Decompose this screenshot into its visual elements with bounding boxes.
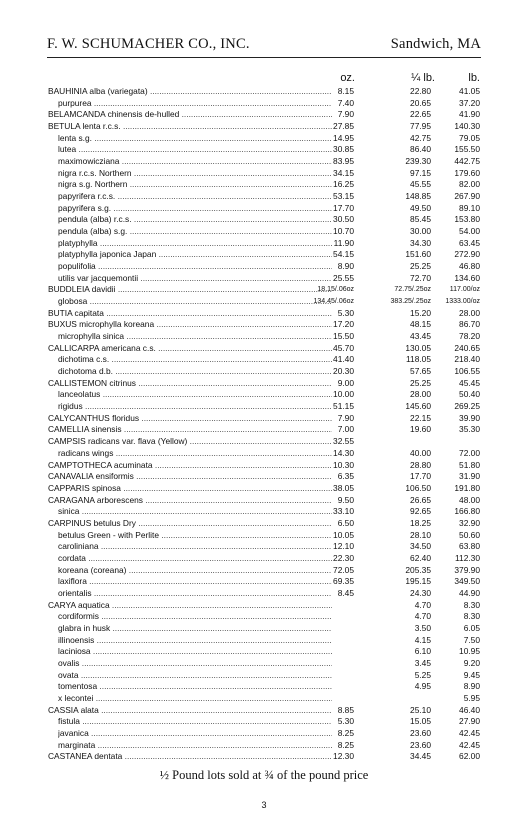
price-oz: 14.30 [333,447,354,458]
price-lb: 89.10 [459,202,480,213]
price-quarter-lb: 49.50 [410,202,431,213]
table-row [0,460,528,472]
table-row [0,331,528,343]
table-row [0,191,528,203]
price-quarter-lb: 4.15 [414,634,431,645]
price-oz: 8.45 [337,587,354,598]
price-oz: 33.10 [333,506,354,517]
price-lb: 112.30 [455,552,480,563]
price-quarter-lb: 77.95 [410,121,431,132]
column-header-quarter-lb: ¼ lb. [411,72,435,84]
plant-name: CARYA aquatica ..... [48,600,332,612]
table-row [0,144,528,156]
table-row [0,681,528,693]
price-quarter-lb: 106.50 [405,482,431,493]
price-oz: 12.10 [333,541,354,552]
plant-name: CASTANEA dentata ..... [48,751,332,763]
price-lb: 349.50 [454,576,480,587]
price-quarter-lb: 15.05 [410,716,431,727]
price-lb: 50.40 [459,389,480,400]
price-oz: 10.05 [333,529,354,540]
table-row [0,168,528,180]
plant-name: populifolia ..... [58,261,332,273]
table-row [0,646,528,658]
price-quarter-lb: 22.80 [410,86,431,96]
plant-name: microphylla sinica ..... [58,331,332,343]
price-quarter-lb: 45.55 [410,179,431,190]
price-quarter-lb: 40.00 [410,447,431,458]
price-lb: 9.45 [463,669,480,680]
price-lb: 240.65 [454,342,480,353]
table-row [0,214,528,226]
price-lb: 86.70 [459,319,480,330]
plant-name: maximowicziana ..... [58,156,332,168]
price-lb: 46.80 [459,261,480,272]
table-row [0,133,528,145]
price-quarter-lb: 42.75 [410,132,431,143]
plant-name: sinica ..... [58,506,332,518]
table-row [0,471,528,483]
table-row [0,238,528,250]
price-lb: 218.40 [454,354,480,365]
plant-name: fistula ..... [58,716,332,728]
price-lb: 50.60 [459,529,480,540]
plant-name: purpurea ..... [58,98,332,110]
price-quarter-lb: 118.05 [406,354,431,365]
plant-name: cordiformis ..... [58,611,332,623]
price-oz: 8.15 [337,86,354,96]
plant-name: BUDDLEIA davidii ..... [48,284,332,296]
price-lb: 42.45 [459,727,480,738]
price-lb: 106.55 [454,366,480,377]
price-lb: 51.80 [459,459,480,470]
plant-name: cordata ..... [58,553,332,565]
column-header-lb: lb. [468,72,480,84]
price-quarter-lb: 239.30 [405,156,431,167]
price-oz: 10.30 [333,459,354,470]
table-row [0,121,528,133]
price-quarter-lb: 25.10 [410,704,431,715]
price-oz: 7.90 [337,109,354,120]
plant-name: BELAMCANDA chinensis de-hulled ..... [48,109,332,121]
table-row [0,308,528,320]
price-lb: 35.30 [459,424,480,435]
table-row [0,98,528,110]
plant-name: CALLISTEMON citrinus ..... [48,378,332,390]
price-quarter-lb: 34.50 [410,541,431,552]
price-quarter-lb: 18.25 [410,517,431,528]
plant-name: marginata ..... [58,740,332,752]
table-row [0,541,528,553]
table-row [0,319,528,331]
price-oz: 8.90 [337,261,354,272]
plant-name: globosa ..... [58,296,332,308]
table-row [0,226,528,238]
price-lb: 41.05 [459,86,480,96]
plant-name: nigra r.c.s. Northern ..... [58,168,332,180]
price-lb: 63.45 [459,237,480,248]
table-row [0,378,528,390]
price-oz: 16.25 [333,179,354,190]
plant-name: utilis var jacquemontii ..... [58,273,332,285]
price-lb: 1333.00/oz [445,298,480,306]
price-oz: 27.85 [333,121,354,132]
price-oz: 45.70 [333,342,354,353]
table-row [0,705,528,717]
price-quarter-lb: 15.20 [410,307,431,318]
plant-name: CAMPTOTHECA acuminata ..... [48,460,332,472]
plant-name: laxiflora ..... [58,576,332,588]
price-quarter-lb: 34.45 [410,751,431,762]
plant-name: laciniosa ..... [58,646,332,658]
price-oz: 20.30 [333,366,354,377]
company-location: Sandwich, MA [390,36,481,52]
plant-name: pendula (alba) r.c.s. ..... [58,214,332,226]
table-row [0,86,528,98]
price-lb: 5.95 [463,692,480,703]
price-quarter-lb: 62.40 [410,552,431,563]
price-lb: 44.90 [459,587,480,598]
price-quarter-lb: 24.30 [410,587,431,598]
price-lb: 62.00 [459,751,480,762]
price-lb: 82.00 [459,179,480,190]
price-quarter-lb: 148.85 [405,191,431,202]
plant-name: CAMELLIA sinensis ..... [48,424,332,436]
price-lb: 134.60 [454,272,480,283]
plant-name: BUTIA capitata ..... [48,308,332,320]
price-quarter-lb: 17.70 [410,471,431,482]
price-oz: 69.35 [333,576,354,587]
price-lb: 48.00 [459,494,480,505]
price-quarter-lb: 48.15 [410,319,431,330]
price-lb: 117.00/oz [449,286,480,294]
price-quarter-lb: 130.05 [405,342,431,353]
table-row [0,530,528,542]
plant-name: ovata ..... [58,670,332,682]
price-oz: 7.40 [337,97,354,108]
price-lb: 63.80 [459,541,480,552]
price-column-headers [0,72,528,86]
table-row [0,424,528,436]
price-oz: 10.00 [333,389,354,400]
price-lb: 155.50 [454,144,480,155]
plant-name: CAPPARIS spinosa ..... [48,483,332,495]
price-lb: 41.90 [459,109,480,120]
price-lb: 46.40 [459,704,480,715]
price-quarter-lb: 25.25 [410,377,431,388]
plant-name: CALYCANTHUS floridus ..... [48,413,332,425]
table-row [0,284,528,296]
plant-name: tomentosa ..... [58,681,332,693]
price-quarter-lb: 22.65 [410,109,431,120]
table-row [0,658,528,670]
price-oz: 15.50 [333,331,354,342]
table-row [0,156,528,168]
price-oz: 6.35 [337,471,354,482]
table-row [0,553,528,565]
price-oz: 22.30 [333,552,354,563]
price-lb: 27.90 [459,716,480,727]
price-oz: 134.45/.06oz [313,298,354,306]
table-row [0,600,528,612]
price-quarter-lb: 23.60 [410,739,431,750]
plant-name: papyrifera r.c.s. ..... [58,191,332,203]
plant-name: CASSIA alata ..... [48,705,332,717]
plant-name: koreana (coreana) ..... [58,565,332,577]
price-quarter-lb: 22.15 [410,412,431,423]
price-quarter-lb: 72.75/.25oz [394,286,431,294]
table-row [0,389,528,401]
price-oz: 54.15 [333,249,354,260]
plant-name: pendula (alba) s.g. ..... [58,226,332,238]
plant-name: orientalis ..... [58,588,332,600]
table-row [0,716,528,728]
price-oz: 11.90 [333,237,354,248]
table-row [0,611,528,623]
price-oz: 7.90 [337,412,354,423]
price-oz: 17.70 [333,202,354,213]
price-lb: 37.20 [459,97,480,108]
plant-name: platyphylla ..... [58,238,332,250]
page-header [47,36,481,53]
price-lb: 272.90 [454,249,480,260]
table-row [0,740,528,752]
price-quarter-lb: 20.65 [410,97,431,108]
price-quarter-lb: 23.60 [410,727,431,738]
price-lb: 39.90 [459,412,480,423]
plant-name: BAUHINIA alba (variegata) ..... [48,86,332,98]
price-quarter-lb: 3.50 [414,622,431,633]
price-quarter-lb: 92.65 [410,506,431,517]
price-oz: 72.05 [333,564,354,575]
price-quarter-lb: 57.65 [410,366,431,377]
table-row [0,203,528,215]
price-lb: 31.90 [459,471,480,482]
plant-name: lanceolatus ..... [58,389,332,401]
price-lb: 179.60 [454,167,480,178]
plant-name: CANAVALIA ensiformis ..... [48,471,332,483]
price-oz: 41.40 [333,354,354,365]
price-quarter-lb: 145.60 [405,401,431,412]
price-oz: 25.55 [333,272,354,283]
price-quarter-lb: 30.00 [410,226,431,237]
price-lb: 267.90 [454,191,480,202]
plant-name: dichotima c.s. ..... [58,354,332,366]
table-row [0,273,528,285]
price-quarter-lb: 34.30 [410,237,431,248]
price-quarter-lb: 26.65 [410,494,431,505]
price-oz: 6.50 [337,517,354,528]
plant-name: papyrifera s.g. ..... [58,203,332,215]
header-rule [47,57,481,58]
price-oz: 17.20 [333,319,354,330]
price-oz: 53.15 [333,191,354,202]
price-oz: 12.30 [333,751,354,762]
plant-name: BETULA lenta r.c.s. ..... [48,121,332,133]
price-quarter-lb: 4.70 [414,611,431,622]
price-quarter-lb: 4.70 [414,599,431,610]
price-oz: 14.95 [333,132,354,143]
table-row [0,728,528,740]
price-lb: 28.00 [459,307,480,318]
price-oz: 30.50 [333,214,354,225]
table-row [0,436,528,448]
price-oz: 30.85 [333,144,354,155]
table-row [0,670,528,682]
table-row [0,354,528,366]
table-row [0,296,528,308]
plant-name: glabra in husk ..... [58,623,332,635]
table-row [0,588,528,600]
plant-name: dichotoma d.b. ..... [58,366,332,378]
price-lb: 166.80 [454,506,480,517]
price-quarter-lb: 6.10 [414,646,431,657]
table-row [0,109,528,121]
table-row [0,249,528,261]
price-oz: 8.25 [337,727,354,738]
table-row [0,261,528,273]
price-lb: 10.95 [459,646,480,657]
price-oz: 34.15 [333,167,354,178]
price-lb: 269.25 [454,401,480,412]
table-row [0,179,528,191]
price-quarter-lb: 5.25 [414,669,431,680]
price-quarter-lb: 25.25 [410,261,431,272]
price-oz: 9.00 [337,377,354,388]
table-row [0,623,528,635]
table-row [0,693,528,705]
plant-name: illinoensis ..... [58,635,332,647]
table-row [0,518,528,530]
price-quarter-lb: 43.45 [410,331,431,342]
price-lb: 54.00 [459,226,480,237]
price-lb: 32.90 [459,517,480,528]
price-quarter-lb: 19.60 [410,424,431,435]
price-lb: 45.45 [459,377,480,388]
price-quarter-lb: 195.15 [405,576,431,587]
price-quarter-lb: 72.70 [410,272,431,283]
price-quarter-lb: 28.80 [410,459,431,470]
table-row [0,366,528,378]
column-header-oz: oz. [340,72,355,84]
price-quarter-lb: 85.45 [410,214,431,225]
price-lb: 153.80 [454,214,480,225]
plant-name: betulus Green - with Perlite ..... [58,530,332,542]
price-lb: 8.90 [463,681,480,692]
table-row [0,495,528,507]
plant-name: x lecontei ..... [58,693,332,705]
price-oz: 32.55 [333,436,354,447]
plant-name: lenta s.g. ..... [58,133,332,145]
price-lb: 7.50 [463,634,480,645]
price-oz: 8.85 [337,704,354,715]
table-row [0,401,528,413]
price-oz: 10.70 [333,226,354,237]
plant-name: caroliniana ..... [58,541,332,553]
plant-name: radicans wings ..... [58,448,332,460]
table-row [0,635,528,647]
page-number: 3 [261,800,267,810]
price-list [0,86,528,763]
plant-name: ovalis ..... [58,658,332,670]
price-lb: 140.30 [454,121,480,132]
plant-name: lutea ..... [58,144,332,156]
plant-name: rigidus ..... [58,401,332,413]
plant-name: javanica ..... [58,728,332,740]
price-quarter-lb: 3.45 [414,657,431,668]
price-quarter-lb: 383.25/.25oz [390,298,431,306]
price-lb: 78.20 [459,331,480,342]
plant-name: CALLICARPA americana c.s. ..... [48,343,332,355]
price-quarter-lb: 28.10 [410,529,431,540]
price-oz: 83.95 [333,156,354,167]
price-lb: 9.20 [463,657,480,668]
price-lb: 379.90 [454,564,480,575]
price-lb: 79.05 [459,132,480,143]
price-quarter-lb: 97.15 [410,167,431,178]
price-oz: 5.30 [337,307,354,318]
price-lb: 8.30 [463,611,480,622]
plant-name: BUXUS microphylla koreana ..... [48,319,332,331]
price-oz: 18.15/.06oz [317,286,354,294]
price-oz: 9.50 [337,494,354,505]
price-oz: 5.30 [337,716,354,727]
table-row [0,413,528,425]
price-quarter-lb: 28.00 [410,389,431,400]
price-oz: 7.00 [337,424,354,435]
plant-name: nigra s.g. Northern ..... [58,179,332,191]
price-oz: 38.05 [333,482,354,493]
table-row [0,343,528,355]
price-lb: 72.00 [459,447,480,458]
price-lb: 42.45 [459,739,480,750]
table-row [0,576,528,588]
table-row [0,483,528,495]
company-name: F. W. SCHUMACHER CO., INC. [47,36,250,52]
plant-name: CAMPSIS radicans var. flava (Yellow) ..... [48,436,332,448]
footer-note: ½ Pound lots sold at ¾ of the pound price [159,768,369,782]
table-row [0,751,528,763]
plant-name: CARAGANA arborescens ..... [48,495,332,507]
plant-name: CARPINUS betulus Dry ..... [48,518,332,530]
price-quarter-lb: 151.60 [405,249,431,260]
price-lb: 8.30 [463,599,480,610]
price-quarter-lb: 205.35 [405,564,431,575]
plant-name: platyphylla japonica Japan ..... [58,249,332,261]
price-lb: 442.75 [454,156,480,167]
table-row [0,506,528,518]
table-row [0,565,528,577]
price-lb: 6.05 [463,622,480,633]
price-lb: 191.80 [454,482,480,493]
table-row [0,448,528,460]
price-quarter-lb: 86.40 [410,144,431,155]
price-quarter-lb: 4.95 [414,681,431,692]
price-oz: 8.25 [337,739,354,750]
price-oz: 51.15 [333,401,354,412]
